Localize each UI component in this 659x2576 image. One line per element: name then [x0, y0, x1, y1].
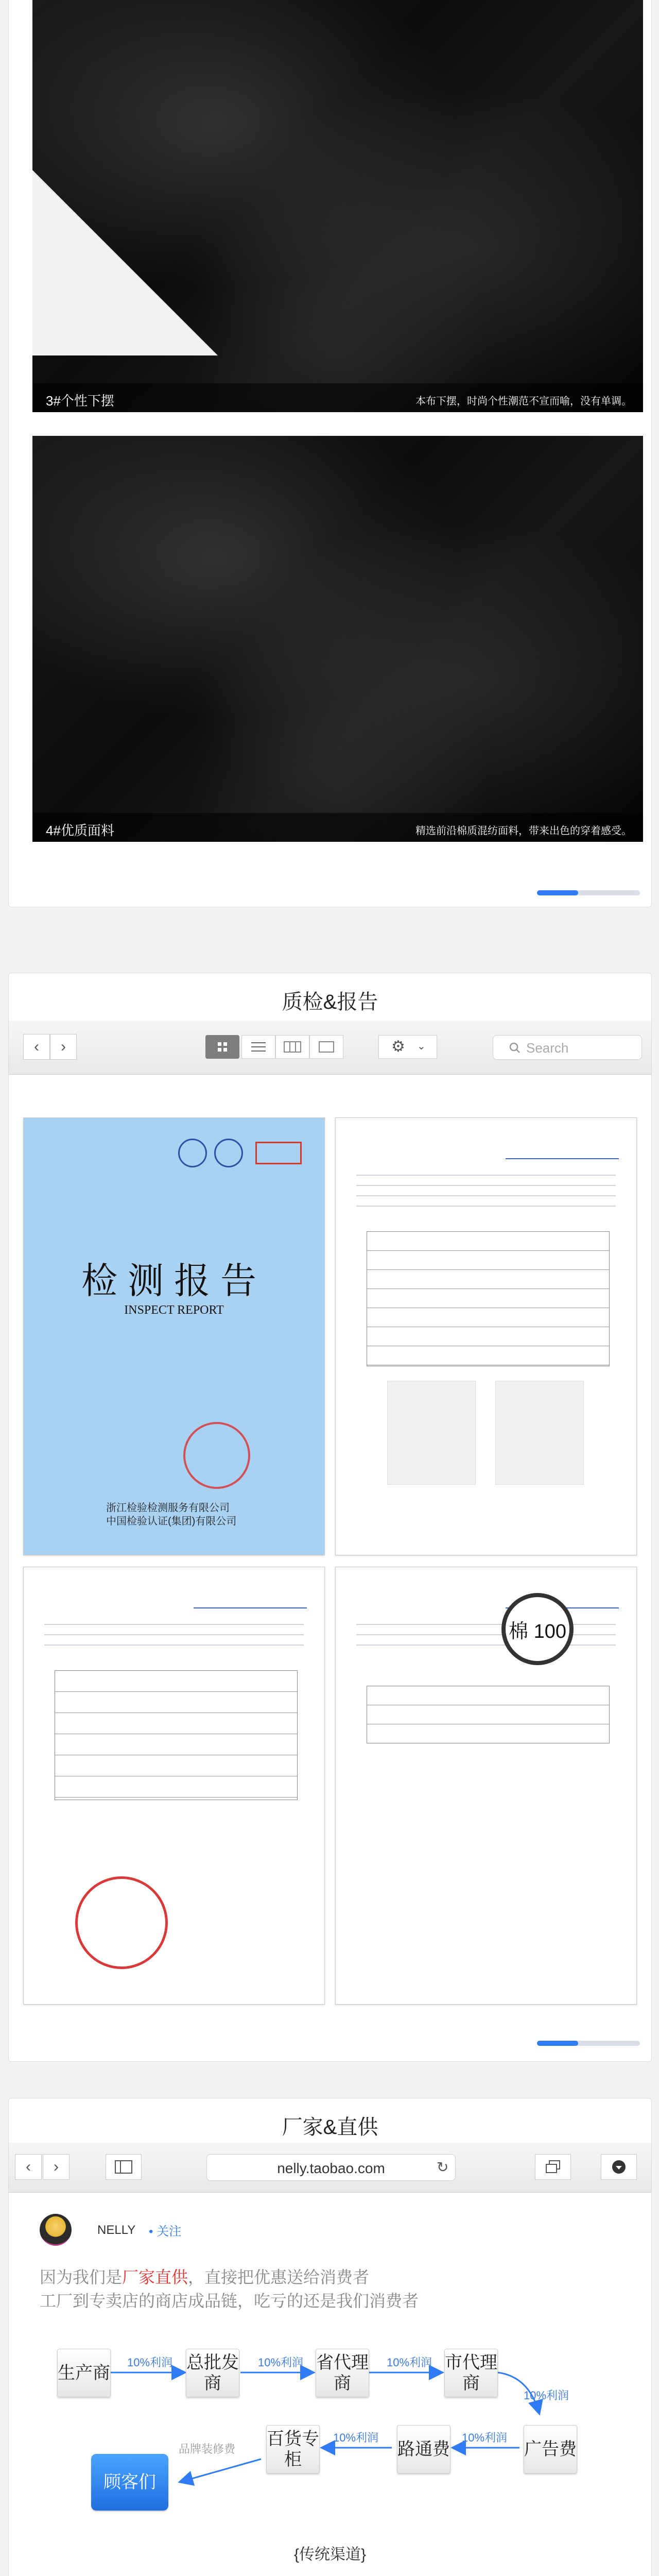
hem-fold-highlight [32, 170, 218, 355]
factory-direct-card [8, 2098, 652, 2576]
org-name-2: 中国检验认证(集团)有限公司 [106, 1516, 237, 1527]
markup-label: 10%利润 [333, 2431, 379, 2444]
reload-icon[interactable]: ↻ [437, 2159, 449, 2175]
fold-caption-bar [32, 813, 643, 842]
fold-title: 4#优质面料 [46, 823, 114, 838]
fold-image-hem [32, 0, 643, 412]
chevron-down-icon: ⌄ [417, 1041, 426, 1052]
garment-photo-back [495, 1381, 584, 1485]
view-icon-grid[interactable] [205, 1035, 239, 1059]
intro-text: ，直接把优惠送给消费者 [188, 2268, 370, 2286]
report-page-3[interactable] [23, 1567, 325, 2005]
zoom-label: 棉 100 [509, 1620, 566, 1642]
list-view-icon[interactable] [241, 1035, 275, 1059]
markup-label: 10%利润 [387, 2356, 432, 2369]
markup-label: 10%利润 [127, 2356, 173, 2369]
intro-text: 因为我们是 [40, 2268, 123, 2286]
intro-line-2: 工厂到专卖店的商店成品链，吃亏的还是我们消费者 [40, 2292, 419, 2310]
zoom-lens [501, 1593, 574, 1665]
gallery-view-icon[interactable] [309, 1035, 343, 1059]
flow-node-ad: 广告费 [524, 2425, 577, 2473]
follow-button[interactable]: • 关注 [149, 2225, 182, 2239]
follow-label: 关注 [157, 2225, 182, 2239]
flow-node-road: 路通费 [397, 2425, 450, 2473]
flow-node-producer: 生产商 [57, 2349, 111, 2397]
red-seal [183, 1422, 250, 1489]
carousel-scrollbar[interactable] [537, 890, 640, 895]
garment-photo-front [387, 1381, 476, 1485]
shop-name[interactable]: NELLY [97, 2223, 136, 2237]
report-title: 检测报告 [81, 1262, 267, 1301]
report-page-4[interactable] [335, 1567, 637, 2005]
report-table [55, 1670, 298, 1800]
diagram-caption: {传统渠道} [293, 2546, 367, 2563]
grid-view-icon [205, 1035, 239, 1059]
flow-node-customer: 顾客们 [91, 2454, 168, 2511]
url-text: nelly.taobao.com [277, 2160, 385, 2176]
fold-description: 精选前沿棉质混纺面料，带来出色的穿着感受。 [415, 825, 632, 837]
brand-fee-label: 品牌装修费 [179, 2443, 236, 2455]
fold-title: 3#个性下摆 [46, 393, 114, 409]
report-cover[interactable] [23, 1117, 325, 1555]
flow-node-city: 市代理商 [444, 2349, 498, 2397]
report-table [367, 1231, 610, 1366]
fold-description: 本布下摆，时尚个性潮范不宣而喻，没有单调。 [415, 396, 632, 407]
gear-icon: ⚙ [391, 1038, 405, 1055]
flow-node-wholesale: 总批发商 [186, 2349, 239, 2397]
section-title: 厂家&直供 [282, 2116, 378, 2139]
fabric-detail-card [8, 0, 652, 907]
fold-caption-bar [32, 383, 643, 412]
intro-highlight: 厂家直供 [122, 2268, 188, 2286]
forward-button[interactable]: › [43, 2154, 70, 2180]
column-view-icon[interactable] [275, 1035, 309, 1059]
finder-toolbar [9, 1021, 651, 1075]
scrollbar-thumb[interactable] [537, 2041, 578, 2046]
flow-node-province: 省代理商 [316, 2349, 369, 2397]
carousel-scrollbar[interactable] [537, 2041, 640, 2046]
org-name-1: 浙江检验检测服务有限公司 [106, 1502, 230, 1514]
scrollbar-thumb[interactable] [537, 890, 578, 895]
report-header-logos [506, 1136, 619, 1159]
markup-label: 10%利润 [258, 2356, 304, 2369]
search-placeholder: Search [526, 1040, 569, 1056]
report-page-2[interactable] [335, 1117, 637, 1555]
search-input[interactable] [493, 1035, 642, 1060]
forward-button[interactable]: › [50, 1034, 77, 1060]
report-table [367, 1686, 610, 1743]
report-subtitle: INSPECT REPORT [124, 1303, 224, 1317]
markup-label: 10%利润 [524, 2389, 569, 2402]
section-title: 质检&报告 [282, 991, 378, 1013]
back-button[interactable]: ‹ [15, 2154, 42, 2180]
back-button[interactable]: ‹ [23, 1034, 50, 1060]
red-seal [75, 1876, 168, 1969]
flow-node-counter: 百货专柜 [266, 2425, 320, 2473]
quality-report-card [8, 973, 652, 2062]
settings-menu-button[interactable] [378, 1035, 437, 1059]
certification-logos [178, 1139, 307, 1170]
markup-label: 10%利润 [462, 2431, 508, 2444]
search-icon [509, 1042, 521, 1054]
fold-image-fabric [32, 436, 643, 842]
